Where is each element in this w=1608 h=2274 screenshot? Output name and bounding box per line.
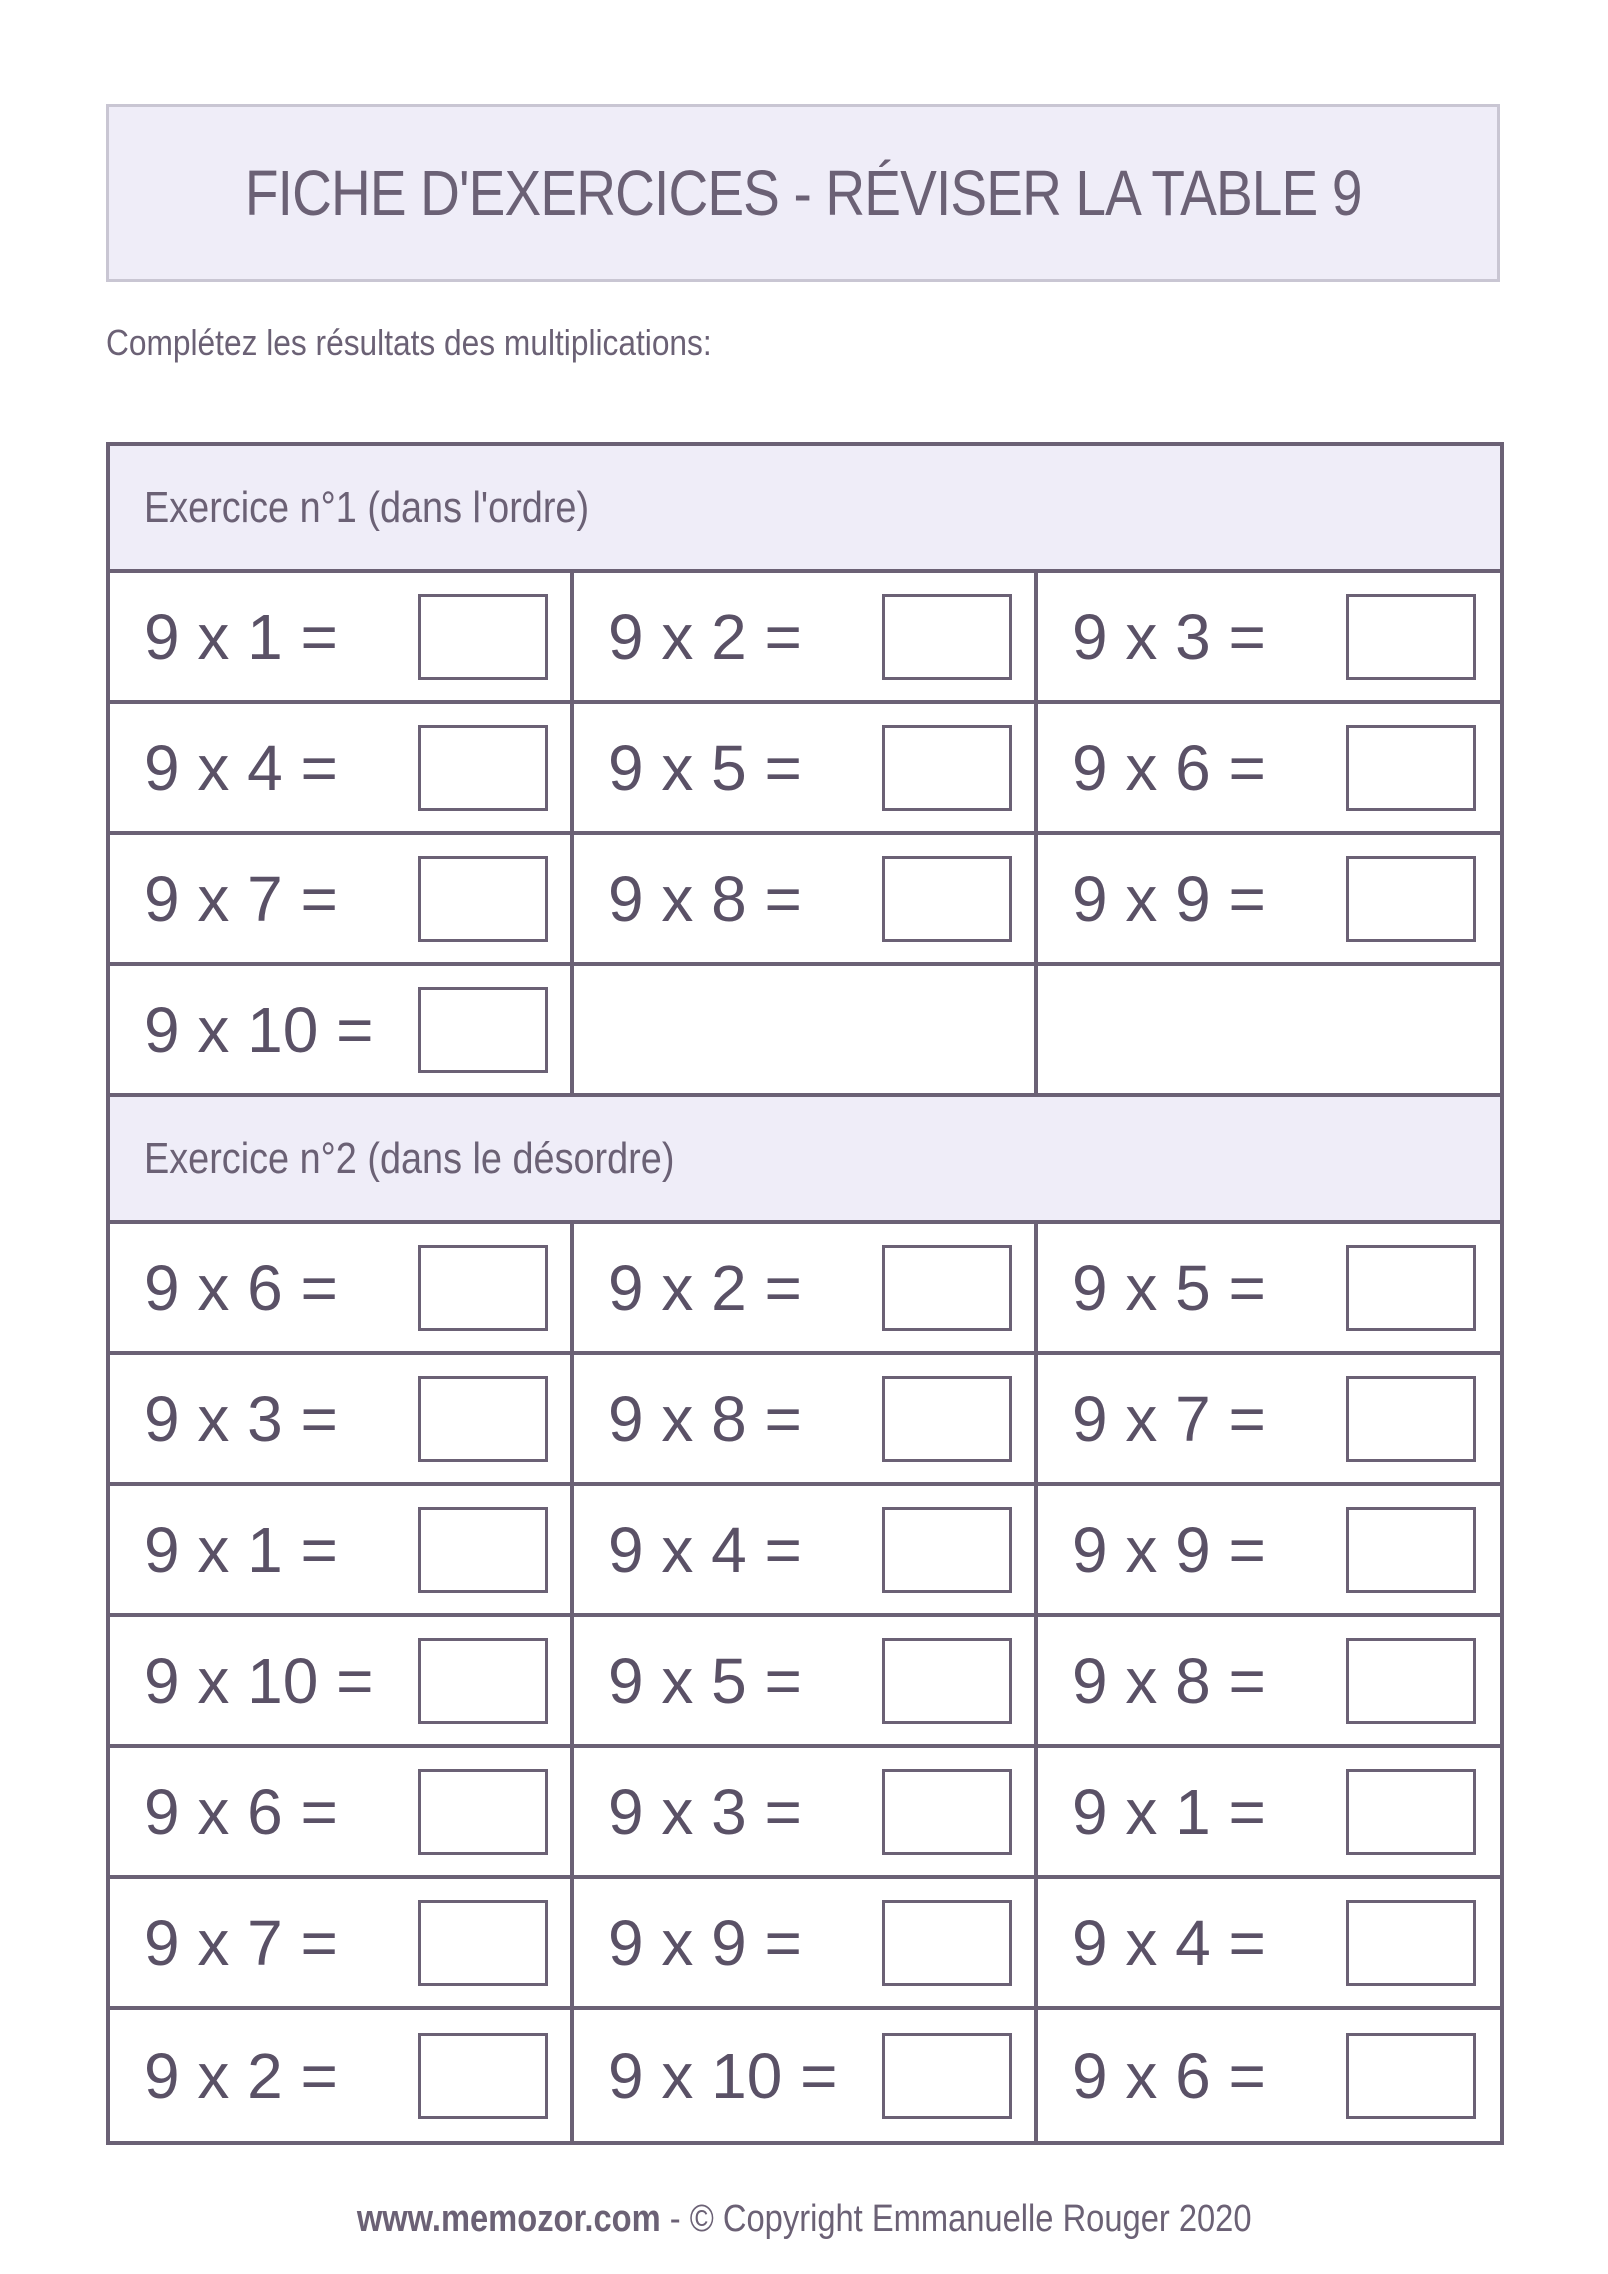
exercise-cell — [110, 1617, 574, 1744]
answer-box[interactable] — [1346, 594, 1476, 680]
answer-box[interactable] — [418, 856, 548, 942]
exercise-cell — [110, 1224, 574, 1351]
exercise-row — [110, 966, 1500, 1097]
multiplication-expression: 9 x 8 = — [1072, 1644, 1266, 1717]
exercise-cell — [110, 1486, 574, 1613]
answer-box[interactable] — [418, 1376, 548, 1462]
exercise-cell — [1038, 1224, 1500, 1351]
exercise-row — [110, 1617, 1500, 1748]
multiplication-expression: 9 x 10 = — [608, 2039, 838, 2112]
exercise-cell — [1038, 1355, 1500, 1482]
exercise-cell — [574, 835, 1038, 962]
multiplication-expression: 9 x 4 = — [1072, 1906, 1266, 1979]
exercise-cell — [574, 1355, 1038, 1482]
exercise-cell — [1038, 573, 1500, 700]
answer-box[interactable] — [1346, 1769, 1476, 1855]
multiplication-expression: 9 x 2 = — [608, 1251, 802, 1324]
multiplication-expression: 9 x 1 = — [1072, 1775, 1266, 1848]
answer-box[interactable] — [882, 2033, 1012, 2119]
exercise-cell — [110, 835, 574, 962]
exercise-row — [110, 835, 1500, 966]
answer-box[interactable] — [882, 856, 1012, 942]
answer-box[interactable] — [418, 2033, 548, 2119]
multiplication-expression: 9 x 7 = — [144, 1906, 338, 1979]
answer-box[interactable] — [1346, 1900, 1476, 1986]
multiplication-expression: 9 x 3 = — [1072, 600, 1266, 673]
answer-box[interactable] — [1346, 1507, 1476, 1593]
exercise-cell — [574, 2010, 1038, 2141]
footer-site-link[interactable]: www.memozor.com — [356, 2198, 661, 2240]
answer-box[interactable] — [882, 594, 1012, 680]
multiplication-expression: 9 x 9 = — [608, 1906, 802, 1979]
exercise-cell — [574, 1748, 1038, 1875]
exercise-row — [110, 1879, 1500, 2010]
exercise-row — [110, 1355, 1500, 1486]
multiplication-expression: 9 x 3 = — [144, 1382, 338, 1455]
answer-box[interactable] — [418, 1638, 548, 1724]
multiplication-expression: 9 x 4 = — [144, 731, 338, 804]
instruction-text: Complétez les résultats des multiplications: — [106, 322, 712, 363]
exercise-cell — [1038, 1486, 1500, 1613]
answer-box[interactable] — [882, 1507, 1012, 1593]
multiplication-expression: 9 x 5 = — [608, 1644, 802, 1717]
multiplication-expression: 9 x 1 = — [144, 600, 338, 673]
answer-box[interactable] — [418, 987, 548, 1073]
answer-box[interactable] — [882, 1376, 1012, 1462]
answer-box[interactable] — [1346, 725, 1476, 811]
answer-box[interactable] — [882, 1769, 1012, 1855]
footer — [0, 2198, 1608, 2241]
exercise-cell — [1038, 1879, 1500, 2006]
exercise-cell — [574, 1486, 1038, 1613]
multiplication-expression: 9 x 8 = — [608, 1382, 802, 1455]
answer-box[interactable] — [418, 1507, 548, 1593]
exercise-cell — [574, 1617, 1038, 1744]
multiplication-expression: 9 x 6 = — [144, 1251, 338, 1324]
exercise-cell — [574, 704, 1038, 831]
multiplication-expression: 9 x 4 = — [608, 1513, 802, 1586]
exercise-row — [110, 704, 1500, 835]
section-header-1 — [110, 446, 1500, 573]
multiplication-expression: 9 x 7 = — [144, 862, 338, 935]
multiplication-expression: 9 x 9 = — [1072, 862, 1266, 935]
exercise-row — [110, 573, 1500, 704]
answer-box[interactable] — [1346, 1376, 1476, 1462]
answer-box[interactable] — [1346, 856, 1476, 942]
multiplication-expression: 9 x 6 = — [144, 1775, 338, 1848]
answer-box[interactable] — [418, 725, 548, 811]
answer-box[interactable] — [882, 1245, 1012, 1331]
exercise-cell — [1038, 835, 1500, 962]
answer-box[interactable] — [882, 1638, 1012, 1724]
answer-box[interactable] — [1346, 2033, 1476, 2119]
multiplication-expression: 9 x 5 = — [608, 731, 802, 804]
multiplication-expression: 9 x 6 = — [1072, 2039, 1266, 2112]
exercise-cell — [1038, 2010, 1500, 2141]
exercise-cell — [1038, 704, 1500, 831]
multiplication-expression: 9 x 9 = — [1072, 1513, 1266, 1586]
multiplication-expression: 9 x 6 = — [1072, 731, 1266, 804]
exercise-row — [110, 1748, 1500, 1879]
section-label: Exercice n°2 (dans le désordre) — [144, 1133, 675, 1183]
multiplication-expression: 9 x 7 = — [1072, 1382, 1266, 1455]
exercise-cell — [1038, 1617, 1500, 1744]
multiplication-expression: 9 x 10 = — [144, 1644, 374, 1717]
exercise-cell — [1038, 1748, 1500, 1875]
exercise-cell — [110, 704, 574, 831]
multiplication-expression: 9 x 10 = — [144, 993, 374, 1066]
exercise-cell — [574, 1224, 1038, 1351]
exercise-cell — [1038, 966, 1500, 1093]
multiplication-expression: 9 x 2 = — [144, 2039, 338, 2112]
answer-box[interactable] — [882, 725, 1012, 811]
title-box — [106, 104, 1500, 282]
answer-box[interactable] — [1346, 1245, 1476, 1331]
multiplication-expression: 9 x 1 = — [144, 1513, 338, 1586]
page-title: FICHE D'EXERCICES - RÉVISER LA TABLE 9 — [244, 157, 1362, 229]
exercise-cell — [110, 1879, 574, 2006]
answer-box[interactable] — [418, 594, 548, 680]
multiplication-expression: 9 x 5 = — [1072, 1251, 1266, 1324]
exercise-cell — [110, 966, 574, 1093]
exercise-cell — [110, 2010, 574, 2141]
answer-box[interactable] — [418, 1769, 548, 1855]
exercise-row — [110, 2010, 1500, 2141]
answer-box[interactable] — [882, 1900, 1012, 1986]
answer-box[interactable] — [418, 1900, 548, 1986]
exercise-cell — [574, 573, 1038, 700]
exercise-row — [110, 1224, 1500, 1355]
exercise-cell — [110, 573, 574, 700]
exercise-cell — [574, 966, 1038, 1093]
exercise-cell — [110, 1748, 574, 1875]
multiplication-expression: 9 x 3 = — [608, 1775, 802, 1848]
section-header-2 — [110, 1097, 1500, 1224]
exercise-cell — [110, 1355, 574, 1482]
multiplication-expression: 9 x 2 = — [608, 600, 802, 673]
answer-box[interactable] — [418, 1245, 548, 1331]
footer-copyright: - © Copyright Emmanuelle Rouger 2020 — [660, 2198, 1252, 2240]
section-label: Exercice n°1 (dans l'ordre) — [144, 482, 590, 532]
exercise-row — [110, 1486, 1500, 1617]
exercise-cell — [574, 1879, 1038, 2006]
answer-box[interactable] — [1346, 1638, 1476, 1724]
multiplication-expression: 9 x 8 = — [608, 862, 802, 935]
exercise-sheet — [106, 442, 1504, 2145]
